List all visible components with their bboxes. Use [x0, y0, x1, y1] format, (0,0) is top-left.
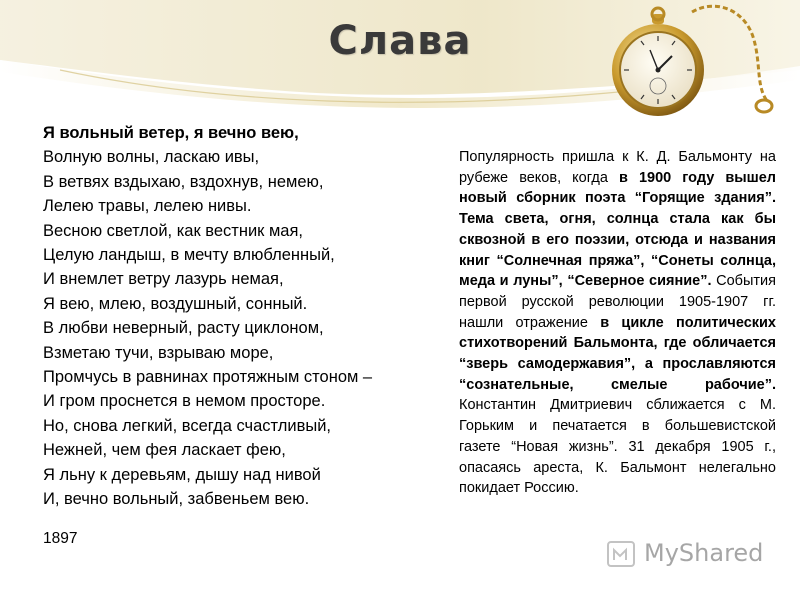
poem-line: Я вольный ветер, я вечно вею,: [43, 124, 299, 142]
poem-line: Промчусь в равнинах протяжным стоном –: [43, 368, 373, 387]
poem-line: Весною светлой, как вестник мая,: [43, 221, 304, 240]
poem-line: Лелею травы, лелею нивы.: [43, 197, 252, 216]
bio-text-2: События первой русской революции 1905-1907 гг. нашли отражение: [459, 273, 777, 331]
poem-line: И внемлет ветру лазурь немая,: [43, 270, 284, 289]
bio-bold-1: в 1900 году вышел новый сборник поэта “Горящие здания”. Тема света, огня, солнца стала как бы сквозной в его поэзии, отсюда и названия книг “Солнечная пряжа”, “Сонеты солнца, меда и луны”, “Северное сияние”.: [459, 169, 776, 290]
pocket-watch-icon: [596, 0, 800, 128]
poem-line: Нежней, чем фея ласкает фею,: [43, 441, 286, 460]
bio-text-3: Константин Дмитриевич сближается с М. Горьким и печатается в большевистской газете “Новая жизнь”. 31 декабря 1905 г., опасаясь ареста, К. Бальмонт нелегально покидает Россию.: [459, 397, 776, 497]
poem-line: Волную волны, ласкаю ивы,: [43, 148, 260, 167]
poem-line: И, вечно вольный, забвеньем вею.: [43, 490, 310, 509]
slide-title: Слава: [328, 18, 472, 64]
poem-line: Я вею, млею, воздушный, сонный.: [43, 294, 308, 313]
poem-line: В любви неверный, расту циклоном,: [43, 319, 324, 338]
poem-year: 1897: [43, 530, 78, 547]
poem-line: Взметаю тучи, взрываю море,: [43, 343, 274, 362]
poem-line: Но, снова легкий, всегда счастливый,: [43, 416, 332, 435]
poem-line: В ветвях вздыхаю, вздохнув, немею,: [43, 172, 324, 191]
poem-line: Я льну к деревьям, дышу над нивой: [43, 465, 321, 484]
poem-line: И гром проснется в немом просторе.: [43, 392, 326, 411]
poem-text: [43, 121, 443, 512]
biography-paragraph: [459, 147, 776, 499]
poem-line: Целую ландыш, в мечту влюбленный,: [43, 246, 335, 265]
watermark-text: MyShared: [644, 539, 764, 567]
bio-bold-2: в цикле политических стихотворений Бальмонта, где обличается “зверь самодержавия”, а прославляются “сознательные, смелые рабочие”.: [459, 314, 776, 393]
bio-text-1: Популярность пришла к К. Д. Бальмонту на рубеже веков, когда: [459, 149, 776, 186]
